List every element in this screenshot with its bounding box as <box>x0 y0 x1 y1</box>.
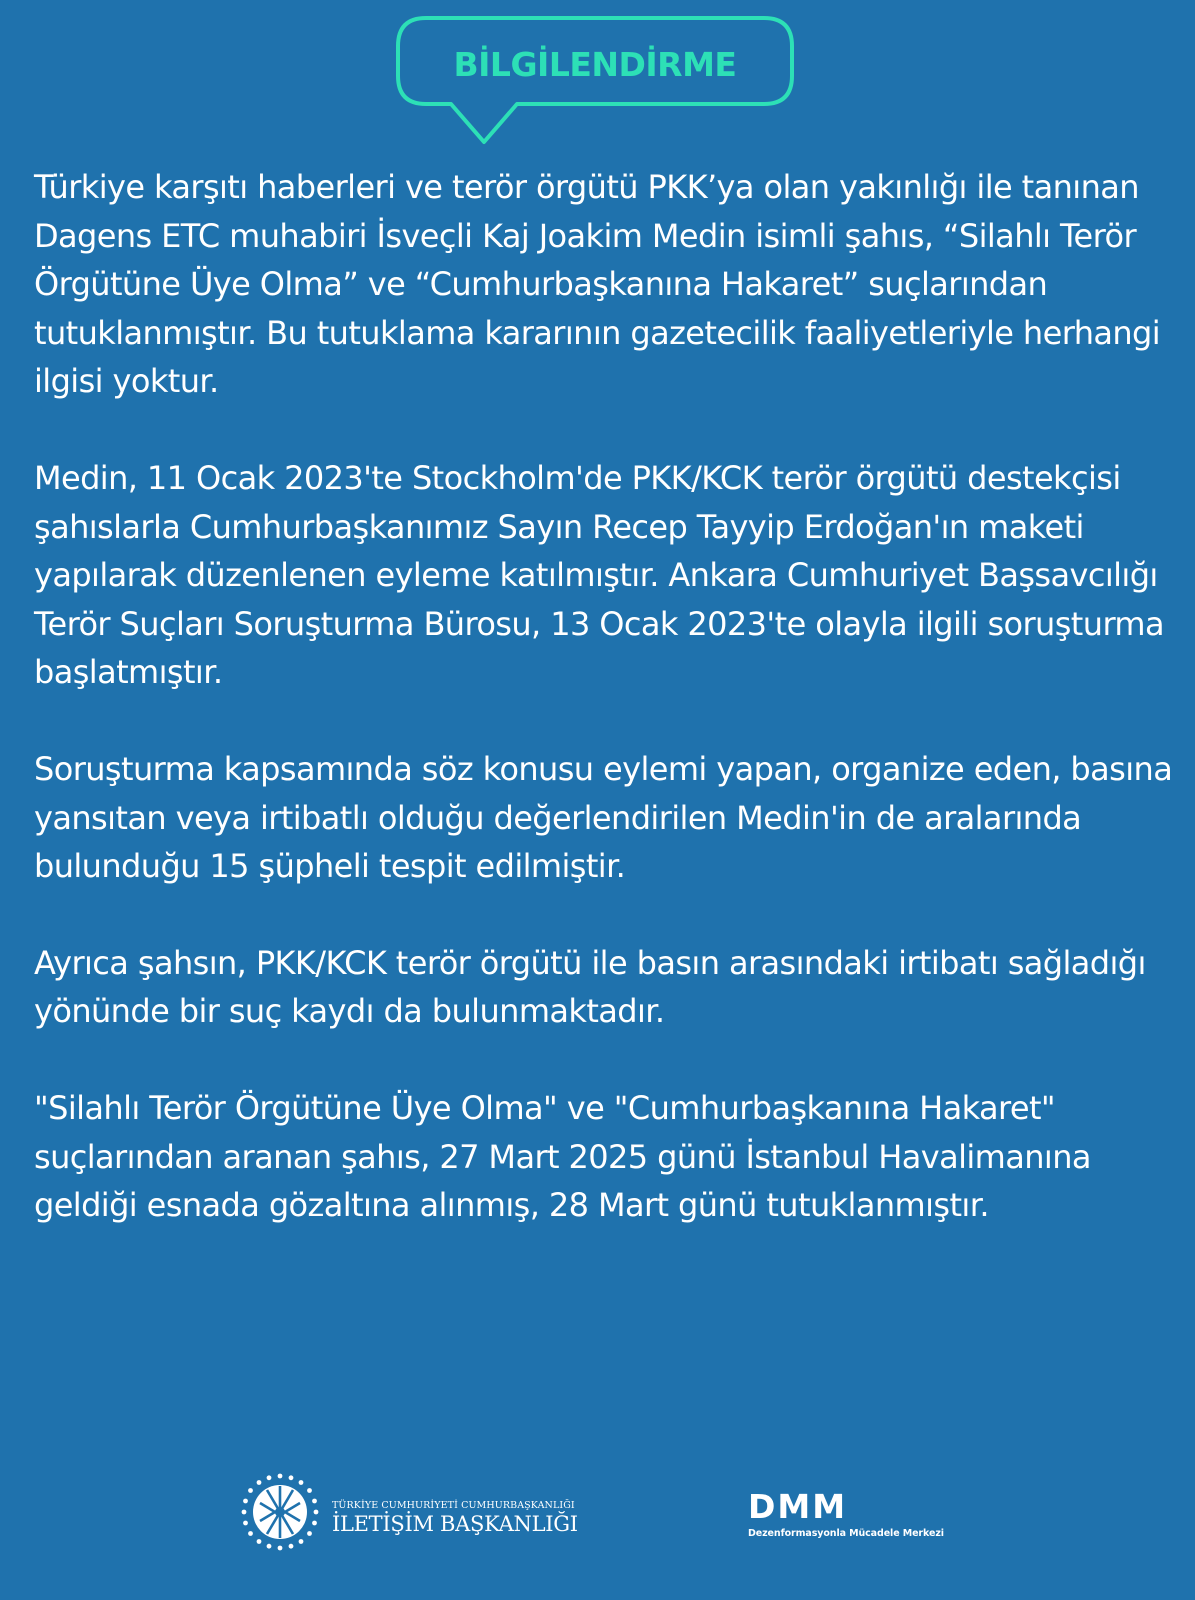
badge-title: BİLGİLENDİRME <box>453 44 737 84</box>
announcement-body <box>34 163 1174 1230</box>
header-badge <box>0 0 1195 150</box>
institution-name: İLETİŞİM BAŞKANLIĞI <box>332 1512 578 1536</box>
paragraph-2: Medin, 11 Ocak 2023'te Stockholm'de PKK/KCK terör örgütü destekçisi şahıslarla Cumhurbaşkanımız Sayın Recep Tayyip Erdoğan'ın maketi yapılarak düzenlenen eyleme katılmıştır. Ankara Cumhuriyet Başsavcılığı Terör Suçları Soruşturma Bürosu, 13 Ocak 2023'te olayla ilgili soruşturma başlatmıştır. <box>34 458 1165 692</box>
footer <box>0 1472 1195 1572</box>
dmm-logo-mark: DMM <box>748 1487 848 1526</box>
paragraph-4: Ayrıca şahsın, PKK/KCK terör örgütü ile basın arasındaki irtibatı sağladığı yönünde bir suç kaydı da bulunmaktadır. <box>34 943 1146 1031</box>
dmm-subtitle: Dezenformasyonla Mücadele Merkezi <box>748 1528 944 1539</box>
paragraph-1: Türkiye karşıtı haberleri ve terör örgütü PKK’ya olan yakınlığı ile tanınan Dagens ETC muhabiri İsveçli Kaj Joakim Medin isimli şahıs, “Silahlı Terör Örgütüne Üye Olma” ve “Cumhurbaşkanına Hakaret” suçlarından tutuklanmıştır. Bu tutuklama kararının gazetecilik faaliyetleriyle herhangi ilgisi yoktur. <box>34 168 1161 401</box>
paragraph-5: "Silahlı Terör Örgütüne Üye Olma" ve "Cumhurbaşkanına Hakaret" suçlarından aranan şahıs, 27 Mart 2025 günü İstanbul Havalimanına geldiği esnada gözaltına alınmış, 28 Mart günü tutuklanmıştır. <box>34 1088 1091 1225</box>
iletisim-logo <box>240 1472 620 1560</box>
iletisim-emblem-icon <box>240 1472 320 1552</box>
dmm-logo <box>748 1487 978 1552</box>
institution-subtitle: TÜRKİYE CUMHURİYETİ CUMHURBAŞKANLIĞI <box>332 1500 575 1511</box>
paragraph-3: Soruşturma kapsamında söz konusu eylemi yapan, organize eden, basına yansıtan veya irtibatlı olduğu değerlendirilen Medin'in de aralarında bulunduğu 15 şüpheli tespit edilmiştir. <box>34 749 1173 886</box>
